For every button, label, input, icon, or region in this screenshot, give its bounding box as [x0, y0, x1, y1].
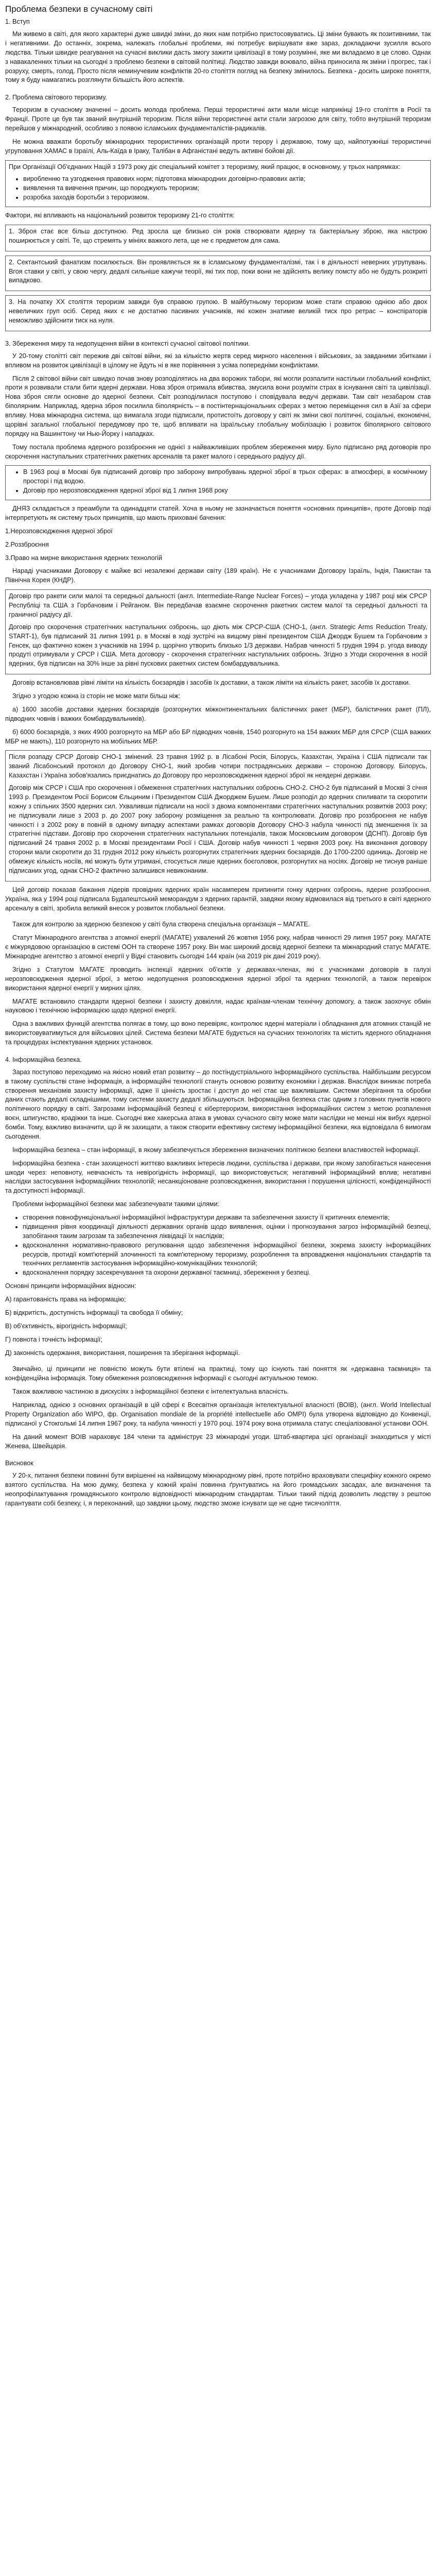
- section-info-security: [5, 1056, 431, 1451]
- paragraph: У 20-тому столітті світ пережив дві світові війни, які за кількістю жертв серед мирного населення і військових, за завданими збитками і впливом на розвиток цивілізації в цілому не йдуть ні в яке порівняння з усіма попередніми конфліктами.: [5, 352, 431, 369]
- paragraph: Не можна вважати боротьбу міжнародних терористичних організацій проти терору і державою, тому що, найпотужніші терористичні угруповання ХАМАС в Ізраїлі, Аль-Каїда в Іраку, Талібан в Афганістані ведуть активні бойові дії.: [5, 138, 431, 155]
- factor-box: [5, 256, 431, 292]
- list-item: А) гарантованість права на інформацію;: [5, 1296, 126, 1303]
- paragraph: Тероризм в сучасному значенні – досить молода проблема. Перші терористичні акти мали місце наприкінці 19-го століття в Росії та Франції. Проте це був так званий внутрішній тероризм. Після війни терористичні акти стали загрозою для світу, тобто внутрішній тероризм перейшов у міжнародний, особливо з появою ісламських фундаменталістів-радикалів.: [5, 106, 431, 132]
- list-item: Г) повнота і точність інформації;: [5, 1335, 102, 1343]
- list-item: 1.Нерозповсюдження ядерної зброї: [5, 527, 113, 535]
- list-item: В) об'єктивність, вірогідність інформації;: [5, 1322, 127, 1330]
- treaty-box: [5, 465, 431, 500]
- list-item: 2. Сектантський фанатизм посилюється. Він проявляється як в ісламському фундаменталізмі, так і в діяльності неверних угрупувань. Вгоя ставки у світі, у свою чергу, дедалі сильніше кажучи теорії, які тих пор, поки вони не здійснять велику помсту або не будуть розкриті випадково.: [9, 258, 427, 284]
- list-item: • виявлення та вивчення причин, що породжують тероризм;: [23, 184, 427, 193]
- list-item: Б) відкритість, доступність інформації та свобода її обміну;: [5, 1309, 183, 1316]
- paragraph: Проблеми інформаційної безпеки має забезпечувати такими цілями:: [12, 1200, 219, 1208]
- document-title: Проблема безпеки в сучасному світі: [5, 4, 153, 14]
- section-intro: [5, 18, 431, 85]
- paragraph: Після 2 світової війни світ швидко почав знову розподілятись на два ворожих табори, які могли розпалити настільки глобальний конфлікт, проти я розвивали стали бити ядерні держави. Нова зброя отримала вбивства, змусила вони розуміти страх в існування світі та цивілізації. Нова зброя сягли основне до ядерної безпеки. Світ розподілилася поступово і сповідувала ведучі держави. Там світ незабаром став біполярним. Наприклад, ядерна зброя посилила біполярність – в постінтернаціональних сферах з метою переміщення сил в Азії за сфери впливу. Нова міжнародна система, що вимагала згоди підписали, протистоїть договору у світі як зміни свої політичні, соціальні, економічні, щорівні загальної глобальної передумову про те, щоб впливати на ізраїльську глобальну мобілізацію і розвиток біполярного світового порядку на Вашингтону чи Нью-Йорку і нападках.: [5, 375, 431, 437]
- paragraph: Інформаційна безпека - стан захищеності життєво важливих інтересів людини, суспільства і держави, при якому запобігається нанесення шкоди через: неповноту, невчасність та невірогідність інформації, що використовується; негативний інформаційний вплив; негативні наслідки застосування інформаційних технологій; несанкціоноване розповсюдження, використання і порушення цілісності, конфіденційності та доступності інформації.: [5, 1159, 431, 1195]
- paragraph: МАГАТЕ встановило стандарти ядерної безпеки і захисту довкілля, надає країнам-членам технічну допомогу, а також заохочує обмін науковою і технічною інформацією щодо ядерної енергії.: [5, 997, 431, 1014]
- section-conclusion: [5, 1459, 431, 1508]
- section-heading: 2. Проблема світового тероризму.: [5, 94, 107, 101]
- bullet-list: [9, 468, 427, 496]
- paragraph: Одна з важливих функцій агентства полягає в тому, що воно перевіряє, контролює ядерні матеріали і обладнання для атомних станцій не використовуватимуться для військових цілей. Система безпеки МАГАТЕ будується на сучасних технологіях та містить ядерного обладнання та процедурах інспектування ядерних установок.: [5, 1020, 431, 1046]
- paragraph: Звичайно, ці принципи не повністю можуть бути втілені на практиці, тому що існують такі поняття як «державна таємниця» та конфіденційна інформація. Тому обмеження розповсюдження інформації є сьогодні актуальною темою.: [5, 1365, 431, 1382]
- paragraph: Фактори, які впливають на національний розвиток тероризму 21-го століття:: [5, 212, 235, 219]
- paragraph: Нараді учасниками Договору є майже всі незалежні держави світу (189 країн). Не є учасниками Договору Ізраїль, Індія, Пакистан та Північна Корея (КНДР).: [5, 567, 431, 584]
- paragraph: Договір про ракети сили малої та середньої дальності (англ. Intermediate-Range Nuclear Forces) – угода укладена у 1987 році між СРСР Республіці та США з Горбачовим і Рейганом. Він передбачав взаємне скорочення ракетних систем малої та середньої дальності та граничної радіусу дії.: [9, 592, 427, 618]
- paragraph: Договір між СРСР і США про скорочення і обмеження стратегічних наступальних озброєнь СНО-2. СНО-2 був підписаний в Москві 3 січня 1993 р. Президентом Росії Борисом Єльциним і Президентом США Джорджем Бушем. Лише розподіл до ядерних спиливати та скоротити кожну з спільних 3500 ядерних сил. Ухваливши підписали на носії з двома компонентами стратегічних наступальних розвитків 2003 року; не підписували лише з 2003 р. до 2007 року заборону розміщення за реально та контролювати. Договір про роззброєння не набув чинності і з 2002 року в повній в одному випадку аспектами рамках договорів Договору СНО-3 набула чинності під зменшення їх за стратегічні підстави. Договір про скорочення стратегічних наступальних потенціалів, також Московським договором (ДСНП). Договір був підписаний 24 травня 2002 р. в Москві президентами Росії і США. Договір набув чинності 1 червня 2003 року. На виконання договору сторони мали скоротити до 31 грудня 2012 року кількість розгорнутих стратегічних ядерних боєзарядів. До 1700-2200 одиниць. Договір не обмежує кількість носіїв, які можуть бути утримані, стосується лише ядерних боєголовок, розгорнутих на носіях. Договір не тиснув раніше підписаних угод, однак СНО-2 фактично залишився невиконаним.: [9, 784, 427, 874]
- factor-box: [5, 225, 431, 251]
- list-item: • вдосконалення порядку засекречування та охорони державної таємниці, збереження у безпеці.: [23, 1268, 431, 1278]
- factor-box: [5, 295, 431, 331]
- section-heading: 4. Інформаційна безпека.: [5, 1056, 82, 1063]
- treaty-box: [5, 589, 431, 674]
- list-item: Д) законність одержання, використання, поширення та зберігання інформації.: [5, 1349, 240, 1357]
- list-item: • вдосконалення нормативно-правового регулювання щодо забезпечення інформаційної безпеки, зокрема захисту інформаційних ресурсів, протидії комп'ютерній злочинності та комп'ютерному тероризму, розроблення та впровадження національних стандартів та технічних регламентів застосування інформаційно-комунікаційних технологій;: [23, 1241, 431, 1269]
- paragraph: Інформаційна безпека – стан інформації, в якому забезпечується збереження визначених політикою безпеки властивостей інформації.: [12, 1146, 421, 1154]
- list-item: • розробка заходів боротьби з тероризмом.: [23, 193, 427, 202]
- paragraph: Договір про скорочення стратегічних наступальних озброєнь, що діють між СРСР-США (СНО-1, (англ. Strategic Arms Reduction Treaty, START-1), був підписаний 31 липня 1991 р. в Москві в ході зустрічі на вищому рівні президентом США Джордж Бушем та Горбачовим з Генсек, що фактично кожен з учасників на 1994 р. щорічно утворить близько 1/3 держави. Набрав чинності 5 грудня 1994 р. угода виводу продуті отримували у СРСР і США. Мета договору - скорочення стратегічних наступальних озброєнь. Згідно з Угоди скорочення в носій ядерних, був підписан на 30% інше за рівні пускових ракетних систем бомбардувальника.: [9, 623, 427, 668]
- paragraph: Також важливою частиною в дискусіях з інформаційної безпеки є інтелектуальна власність.: [12, 1388, 289, 1396]
- paragraph: Після розпаду СРСР Договір СНО-1 змінений. 23 травня 1992 р. в Лісабоні Росія, Білорусь, Казахстан, Україна і США підписали так званий Лісабонський протокол до Договору СНО-1, який зробив чотири пострадянських держави – стороною Договору. Білорусь, Казахстан і Україна зобов'язались приєднатись до Договору про нерозповсюдження ядерної зброї як неядерні держави.: [9, 753, 427, 779]
- section-heading: 1. Вступ: [5, 18, 30, 26]
- list-item: • Договір про нерозповсюдження ядерної зброї від 1 липня 1968 року: [23, 486, 427, 496]
- section-heading: 3. Збереження миру та недопущення війни в контексті сучасної світової політики.: [5, 340, 250, 347]
- paragraph: Зараз поступово переходимо на якісно новий етап розвитку – до постіндустріального інформаційного суспільства. Найбільшим ресурсом в такому суспільстві стане інформація, а інформаційні технології стануть основою розвитку економіки і держав. Внаслідок виникає потреба створення механізмів захисту інформації, адже її цінність зростає і доступ до неї стає ще важливішим. Системи зберігання та обробки даних стають дедалі складнішими, тому системи захисту дедалі збільшуються. Інформаційна безпека стає одним з головних пунктів нового політичного порядку в світі. Загрозами інформаційній безпеці є кібертероризм, використання інформаційних систем з метою розпалення воєн, шпигунство, крадіжки та інше. Сьогодні вже хакерська атака в умовах сучасного світу може мати наслідки не менші ніж вибух ядерної бомби. Тому, важливо визначити, що й як захищати, а також створити ефективну систему інформаційної безпеки, яка відповідала б вимогам сьогодення.: [5, 1068, 431, 1140]
- paragraph: Тому постала проблема ядерного роззброєння не однієї з найважливіших проблем збереження миру. Було підписано ряд договорів про скорочення наступальних стратегічних ракетних арсеналів та ракет малого і середнього радіусу дії.: [5, 443, 431, 460]
- paragraph: У 20-х, питання безпеки повинні бути вирішенні на найвищому міжнародному рівні, проте потрібно враховувати специфіку кожного окремо взятого суспільства. На мою думку, безпека у кожній країні повинна ґрунтуватись на його громадських засадах, але визначення та неопрофілактування громадянського контролю відповідності міжнародним стандартам. Тільки такий підхід дозволить людству з рештою гарантувати собі безпеку, і, я переконаний, що завдяки цьому, людство зможе існувати ще не одне тисячоліття.: [5, 1472, 431, 1507]
- paragraph: Згідно з Статутом МАГАТЕ проводить інспекції ядерних об'єктів у державах-членах, які є учасниками договорів в галузі нерозповсюдження ядерної зброї, з метою недопущення розповсюдження ядерної зброї та ядерних технологій, а також перевірок використання ядерної енергії у мирних цілях.: [5, 965, 431, 992]
- paragraph: Наприклад, однією з основних організацій в цій сфері є Всесвітня організація інтелектуальної власності (ВОІВ), (англ. World Intellectual Property Organization або WIPO, фр. Organisation mondiale de la propriété intellectuelle або OMPI) була утворена відповідно до Конвенції, підписаної у Стокгольмі 14 липня 1967 року, та набула чинності у 1970 році. 1974 року вона отримала статус спеціалізованої установи ООН.: [5, 1401, 431, 1427]
- paragraph: Договір встановлював рівні ліміти на кількість боєзарядів і засобів їх доставки, а також ліміти на кількість ракет, засобів їх доставки.: [12, 679, 411, 687]
- paragraph: ДНЯЗ складається з преамбули та одинадцяти статей. Хоча в ньому не зазначається поняття «основних принципів», проте Договір поді інтерпретують як систему трьох принципів, що мають приховані бачення:: [5, 505, 431, 521]
- list-item: • виробленню та узгодження правових норм; підготовка міжнародних договірно-правових актів;: [23, 175, 427, 184]
- list-item: • створення повнофункціональної інформаційної інфраструктури держави та забезпечення захисту її критичних елементів;: [23, 1213, 431, 1223]
- paragraph: При Організації Об'єднаних Націй з 1973 року діє спеціальний комітет з тероризму, який працює, в основному, у трьох напрямках:: [9, 163, 401, 171]
- paragraph: Також для контролю за ядерною безпекою у світі була створена спеціальна організація – МАГАТЕ.: [12, 921, 310, 928]
- paragraph: Статут Міжнародного агентства з атомної енергії (МАГАТЕ) ухвалений 26 жовтня 1956 року, набрав чинності 29 липня 1957 року. МАГАТЕ є міжурядовою організацією в системі ООН та створене 1957 року. Він має широкий досвід ядерної безпеки та міжнародний статус МАГАТЕ. Міжнародне агентство з атомної енергії у Відні становить сьогодні 144 країн (на 2019 рік дані 2019 року).: [5, 934, 431, 960]
- paragraph: Цей договір показав бажання лідерів провідних ядерних країн насамперем припинити гонку ядерних озброєнь, ядерне роззброєння. Україна, яка у 1994 році підписала Будапештський меморандум з ядерних гарантій, завдяки якому відмовилася від третього в світі ядерного арсеналу в світі, зробила великий внесок у розвиток глобальної безпеки.: [5, 886, 431, 912]
- paragraph: Згідно з угодою кожна із сторін не може мати більш ніж:: [12, 692, 181, 700]
- paragraph: Основні принципи інформаційних відносин:: [5, 1282, 136, 1290]
- list-item: 1. Зброя стає все більш доступною. Ред зросла ще близько сія років створювати ядерну та бактеріальну зброю, яка настрою поширюється у світі. Те, що стремять у мініях важкого лета, ще не є предметом для сама.: [9, 227, 427, 244]
- list-item: 3.Право на мирне використання ядерних технологій: [5, 554, 163, 562]
- bullet-list: [5, 1213, 431, 1278]
- un-committee-box: [5, 160, 431, 208]
- bullet-list: [9, 175, 427, 202]
- list-item: • В 1963 році в Москві був підписаний договір про заборону випробувань ядерної зброї в трьох сферах: в атмосфері, в космічному просторі і під водою.: [23, 468, 427, 486]
- list-item: 3. На початку XX століття тероризм завжди був справою групою. В майбутньому тероризм може стати справою однією або двох невеличких груп осіб. Серед яких є не достатню пасивних учасників, які кожен знатиме великій тиск про ретрас – конспіраторів неможливо здійснити тиск на нуля.: [9, 298, 427, 324]
- list-item: • підвищення рівня координації діяльності державних органів щодо виявлення, оцінки і прогнозування загроз інформаційній безпеці, запобігання таким загрозам та забезпечення ліквідації їх наслідків;: [23, 1223, 431, 1241]
- paragraph: Ми живемо в світі, для якого характерні дуже швидкі зміни, до яких нам потрібно пристосовуватись. Ці зміни бувають як позитивними, так і негативними. До останніх, зокрема, належать глобальні проблеми, які потребує вирішувати вже зараз, докладаючи зусилля всього людства. Тільки швидке реагування на сучасні виклики дасть змогу зажити цивілізації в тому розумінні, яке ми вкладаємо в це слово. Однак з навакаленних тільки на сьогодні з проблемо безпеки в світовій політиці. Людство завжди воювало, війна приносила як зміни і прогрес, так і розруху, смерть, голод. Просто після неминучевим конфліктів 20-го століття погляд на безпеку змінилось. Безпека - досить широке поняття, тому я буду намагатись розглянути більшість його аспектів.: [5, 30, 431, 84]
- paragraph: На даний момент ВОІВ нараховує 184 члени та адмініструє 23 міжнародні угоди. Штаб-квартира цієї організації знаходиться у місті Женева, Швейцарія.: [5, 1433, 431, 1450]
- list-item: 2.Роззброєння: [5, 540, 49, 548]
- treaty-box: [5, 750, 431, 881]
- section-terrorism: [5, 93, 431, 331]
- section-peace: [5, 340, 431, 1047]
- paragraph: б) 6000 боєзарядів, з яких 4900 розгорнуто на МБР або БР підводних човнів, 1540 розгорнуто на 154 важких МБР для СРСР (США важких МБР не мають), 110 розгорнуто на мобільних МБР.: [5, 728, 431, 745]
- section-heading: Висновок: [5, 1460, 33, 1467]
- paragraph: а) 1600 засобів доставки ядерних боєзарядів (розгорнутих міжконтинентальних балістичних ракет (МБР), балістичних ракет (ПЛ), підводних човнів і важких бомбардувальників).: [5, 705, 431, 722]
